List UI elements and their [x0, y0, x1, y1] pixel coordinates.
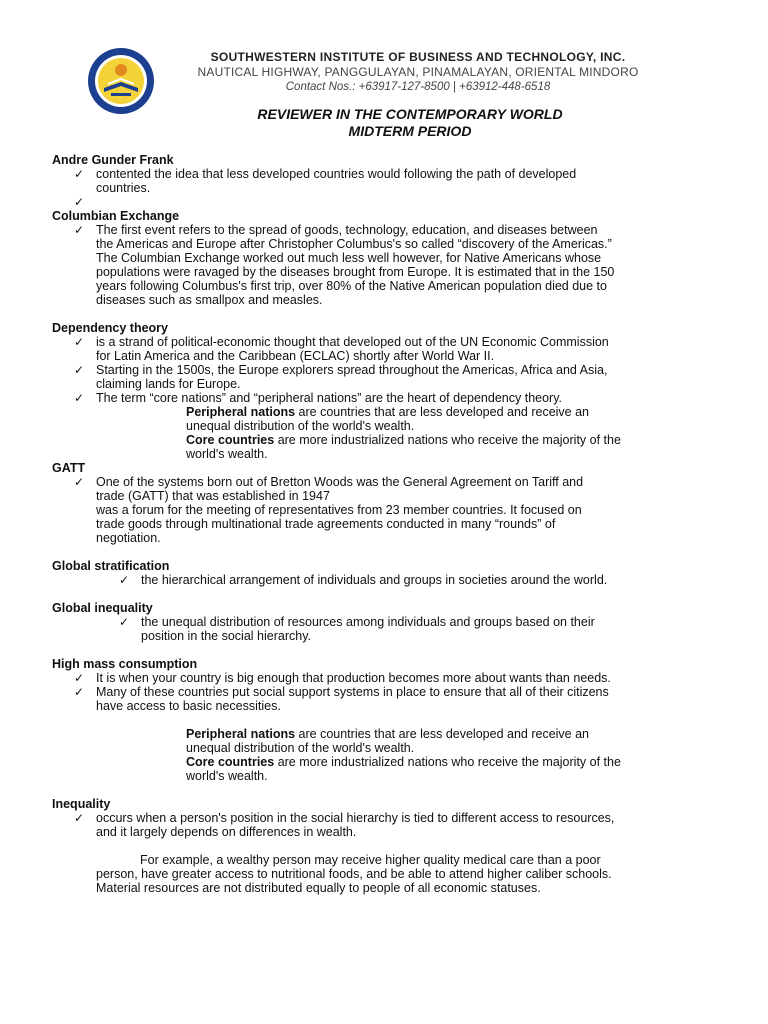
term: Core countries: [186, 433, 275, 447]
definition-text: world's wealth.: [186, 769, 268, 783]
section-title: Dependency theory: [52, 321, 169, 335]
section-inequality: [52, 797, 732, 895]
section-dependency-theory: [52, 321, 732, 461]
list-item: [52, 475, 732, 545]
document-header: [86, 44, 726, 104]
item-text: have access to basic necessities.: [96, 699, 281, 713]
item-text: The term “core nations” and “peripheral nations” are the heart of dependency theory.: [96, 391, 563, 405]
item-text: is a strand of political-economic thought that developed out of the UN Economic Commission: [96, 335, 609, 349]
list-item: [52, 223, 732, 307]
item-text: years following Columbus's first trip, over 80% of the Native American population died due to: [96, 279, 607, 293]
item-text: occurs when a person's position in the social hierarchy is tied to different access to resources,: [96, 811, 615, 825]
term: Peripheral nations: [186, 405, 296, 419]
list-item: [52, 167, 732, 195]
checkmark-icon: ✓: [74, 811, 85, 825]
checkmark-icon: ✓: [74, 223, 85, 237]
item-text: countries.: [96, 181, 151, 195]
section-gatt: [52, 461, 732, 545]
title-line-2: MIDTERM PERIOD: [348, 123, 472, 139]
item-text: position in the social hierarchy.: [141, 629, 311, 643]
item-text: the Americas and Europe after Christopher Columbus's so called “discovery of the Americas.”: [96, 237, 612, 251]
list-item: [52, 615, 732, 643]
title-line-1: REVIEWER IN THE CONTEMPORARY WORLD: [257, 106, 563, 122]
definition-core-countries: [52, 755, 732, 783]
item-text: for Latin America and the Caribbean (ECLAC) shortly after World War II.: [96, 349, 495, 363]
section-columbian-exchange: [52, 209, 732, 307]
definition-text: are countries that are less developed and receive an: [295, 405, 589, 419]
checkmark-icon: ✓: [119, 615, 130, 629]
checkmark-icon: ✓: [74, 167, 85, 181]
checkmark-icon: ✓: [74, 671, 85, 685]
list-item: [52, 811, 732, 839]
item-text: One of the systems born out of Bretton Woods was the General Agreement on Tariff and: [96, 475, 584, 489]
definition-core-countries: [52, 433, 732, 461]
item-text: Many of these countries put social support systems in place to ensure that all of their citizens: [96, 685, 609, 699]
institution-address: NAUTICAL HIGHWAY, PANGGULAYAN, PINAMALAYAN, ORIENTAL MINDORO: [197, 65, 639, 79]
definition-text: unequal distribution of the world's wealth.: [186, 419, 415, 433]
example-paragraph: [52, 853, 732, 895]
item-text: was a forum for the meeting of representatives from 23 member countries. It focused on: [96, 503, 582, 517]
list-item: [52, 671, 732, 685]
definition-peripheral-nations: [52, 405, 732, 433]
document-title: [0, 106, 768, 140]
section-title: Global inequality: [52, 601, 153, 615]
checkmark-icon: ✓: [74, 195, 85, 209]
list-item: [52, 573, 732, 587]
checkmark-icon: ✓: [74, 335, 85, 349]
checkmark-icon: ✓: [119, 573, 130, 587]
section-global-inequality: [52, 601, 732, 643]
item-text: trade goods through multinational trade agreements conducted in many “rounds” of: [96, 517, 556, 531]
section-global-stratification: [52, 559, 732, 587]
item-text: The first event refers to the spread of goods, technology, education, and diseases between: [96, 223, 598, 237]
section-high-mass-consumption: [52, 657, 732, 783]
list-item: [52, 685, 732, 713]
definition-text: are more industrialized nations who receive the majority of the: [274, 755, 621, 769]
definition-text: are countries that are less developed and receive an: [295, 727, 589, 741]
checkmark-icon: ✓: [74, 685, 85, 699]
section-title: GATT: [52, 461, 86, 475]
item-text: the hierarchical arrangement of individuals and groups in societies around the world.: [141, 573, 608, 587]
institution-name: SOUTHWESTERN INSTITUTE OF BUSINESS AND TECHNOLOGY, INC.: [210, 50, 626, 64]
item-text: negotiation.: [96, 531, 161, 545]
section-title: Andre Gunder Frank: [52, 153, 174, 167]
checkmark-icon: ✓: [74, 391, 85, 405]
paragraph-text: For example, a wealthy person may receive higher quality medical care than a poor: [140, 853, 601, 867]
item-text: diseases such as smallpox and measles.: [96, 293, 323, 307]
list-item: [52, 363, 732, 391]
item-text: Starting in the 1500s, the Europe explorers spread throughout the Americas, Africa and Asia,: [96, 363, 608, 377]
item-text: claiming lands for Europe.: [96, 377, 241, 391]
definition-text: unequal distribution of the world's wealth.: [186, 741, 415, 755]
term: Peripheral nations: [186, 727, 296, 741]
section-title: High mass consumption: [52, 657, 198, 671]
item-text: populations were ravaged by the diseases brought from Europe. It is estimated that in the 150: [96, 265, 615, 279]
definition-peripheral-nations: [52, 727, 732, 755]
item-text: The Columbian Exchange worked out much less well however, for Native Americans whose: [96, 251, 602, 265]
list-item: [52, 391, 732, 405]
item-text: and it largely depends on differences in wealth.: [96, 825, 357, 839]
section-title: Inequality: [52, 797, 111, 811]
section-title: Global stratification: [52, 559, 170, 573]
institution-contact: Contact Nos.: +63917-127-8500 | +63912-448-6518: [285, 81, 551, 93]
section-andre-gunder-frank: [52, 153, 732, 209]
checkmark-icon: ✓: [74, 363, 85, 377]
paragraph-text: person, have greater access to nutritional foods, and be able to attend higher caliber schools.: [96, 867, 612, 881]
definition-text: world's wealth.: [186, 447, 268, 461]
definition-text: are more industrialized nations who receive the majority of the: [274, 433, 621, 447]
list-item-empty: [52, 195, 732, 209]
item-text: trade (GATT) that was established in 1947: [96, 489, 330, 503]
item-text: contented the idea that less developed countries would following the path of developed: [96, 167, 577, 181]
item-text: It is when your country is big enough that production becomes more about wants than needs.: [96, 671, 611, 685]
item-text: the unequal distribution of resources among individuals and groups based on their: [141, 615, 595, 629]
checkmark-icon: ✓: [74, 475, 85, 489]
list-item: [52, 335, 732, 363]
section-title: Columbian Exchange: [52, 209, 180, 223]
term: Core countries: [186, 755, 275, 769]
document-body: [52, 153, 732, 895]
paragraph-text: Material resources are not distributed equally to people of all economic statuses.: [96, 881, 541, 895]
